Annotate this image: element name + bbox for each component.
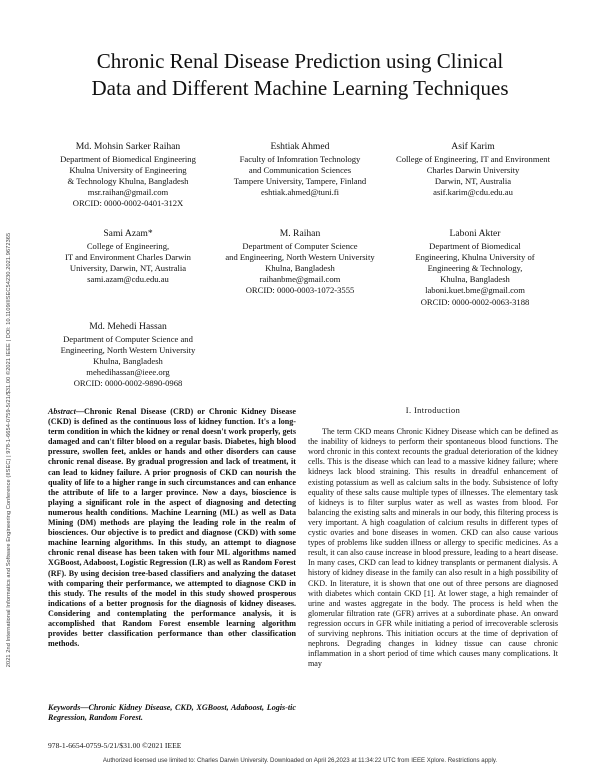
introduction-text: The term CKD means Chronic Kidney Disease which can be defined as the inability of kidneys to perform their spontaneous blood functions. The word chronic in this context recounts the gradual deterioration of the kidney cells. This is the disease which can lead to a massive kidney failure; where kidneys lack blood straining. This results in dreadful enhancement of existing potassium as well as calcium salts in the body. Subsistence of lofty equality of these salts cause multiple types of illnesses. The elementary task of kidneys is to filter surplus water as well as wastes from blood. For balancing the existing salts and minerals in our body, this filtering process is very important. A high coagulation of calcium results in different types of cystic ovaries and bone diseases in women. CKD can also cause various types of problems like sudden illness or allergy to specific medicines. As a result, it can also cause increase in blood pressure, leading to a heart disease. In many cases, CKD can lead to kidney transplants or permanent dialysis. A history of kidney disease in the family can also result in a high possibility of CKD. In literature, it is shown that one out of three persons are diagnosed with diabetes which contain CKD [1]. At lower stage, a high remainder of urine and wastes aggregate in the body. The process is held when the glomerular filtration rate (GFR) arrives at a subordinate phase. An onward regression occurs in GFR while initiating a period of irrecoverable sclerosis of surviving nephrons. This initiation occurs at the time of deprivation of nephrons. Degrading changes in kidney tissue can cause chronic inflammation in a short period of time which causes many complications. It may (308, 427, 558, 669)
paper-title-line-2: Data and Different Machine Learning Techniques (91, 76, 509, 100)
author-affiliation: Department of Biomedical Engineering (60, 153, 196, 164)
author-affiliation: and Engineering, North Western University (225, 251, 375, 262)
isbn-footer: 978-1-6654-0759-5/21/$31.00 ©2021 IEEE (48, 741, 182, 750)
author-orcid: ORCID: 0000-0003-1072-3555 (245, 285, 355, 296)
author-affiliation: Khulna, Bangladesh (440, 274, 510, 285)
author-email[interactable]: sami.azam@cdu.edu.au (87, 274, 169, 285)
author-affiliation: Khulna, Bangladesh (265, 262, 335, 273)
author-affiliation: Engineering & Technology, (427, 262, 523, 273)
author-email[interactable]: eshtiak.ahmed@tuni.fi (260, 187, 340, 198)
author-name: Asif Karim (451, 141, 495, 152)
license-footer: Authorized licensed use limited to: Charles Darwin University. Downloaded on April 26,2023 at 11:34:22 UTC from IEEE Xplore. Restrictions apply. (102, 757, 498, 764)
abstract-label: Abstract (48, 407, 76, 416)
left-column (48, 407, 296, 723)
conference-sidebar (2, 170, 16, 730)
author-name: Md. Mohsin Sarker Raihan (75, 141, 181, 152)
author-name: M. Raihan (279, 228, 321, 239)
author-akter (395, 228, 555, 308)
author-affiliation: Charles Darwin University (426, 164, 520, 175)
author-orcid: ORCID: 0000-0002-9890-0968 (73, 378, 183, 389)
author-affiliation: Khulna, Bangladesh (93, 355, 163, 366)
author-affiliation: Darwin, NT, Australia (434, 175, 512, 186)
abstract (48, 407, 296, 649)
author-azam (43, 228, 213, 285)
keywords (48, 703, 296, 723)
author-email[interactable]: laboni.kuet.bme@gmail.com (425, 285, 525, 296)
author-orcid: ORCID: 0000-0002-0401-312X (72, 198, 184, 209)
author-affiliation: IT and Environment Charles Darwin (65, 251, 191, 262)
author-email[interactable]: asif.karim@cdu.edu.au (433, 187, 513, 198)
author-affiliation: University, Darwin, NT, Australia (69, 262, 187, 273)
author-orcid: ORCID: 0000-0002-0063-3188 (420, 296, 530, 307)
author-affiliation: College of Engineering, IT and Environment (395, 153, 550, 164)
right-column (308, 406, 558, 669)
author-raihan (43, 141, 213, 210)
author-affiliation: Khulna University of Engineering (69, 164, 187, 175)
author-affiliation: Department of Computer Science and (63, 333, 193, 344)
introduction-heading: I. Introduction (405, 406, 461, 415)
author-name: Eshtiak Ahmed (270, 141, 330, 152)
author-affiliation: College of Engineering, (86, 240, 170, 251)
keywords-text: —Chronic Kidney Disease, CKD, XGBoost, Adaboost, Logis-tic Regression, Random Forest. (48, 703, 296, 723)
author-affiliation: & Technology Khulna, Bangladesh (67, 175, 189, 186)
abstract-text: —Chronic Renal Disease (CRD) or Chronic Kidney Disease (CKD) is defined as the continuous loss of kidney function. It's a long-term condition in which the kidney or renal doesn't work properly, gets damaged and can't filter blood on a regular basis. Diabetes, high blood pressure, swollen feet, ankles or hands and other disorders can cause chronic renal disease. By gradual progression and lack of treatment, it can lead to kidney failure. A prior prognosis of CKD can nourish the quality of life to a higher range in such circumstances and can enhance the attribute of life to a larger province. Now a days, bioscience is playing a significant role in the aspect of diagnosing and detecting numerous health conditions. Machine Learning (ML) as well as Data Mining (DM) methods are playing the leading role in the realm of biosciences. Our objective is to predict and diagnose (CKD) with some machine learning algorithms. In this study, an attempt to diagnose chronic renal disease has been taken with four ML algorithms named XGBoost, Adaboost, Logistic Regression (LR) as well as Random Forest (RF). By using decision tree-based classifiers and analyzing the dataset with comparing their performance, we attempted to diagnose CKD in this study. The results of the model in this study showed prosperous indications of a better prognosis for the diagnosis of kidney diseases. Considering and contemplating the performance analysis, it is accomplished that Random Forest ensemble learning algorithm provides better classification performance than other classification methods. (48, 407, 296, 649)
author-name: Sami Azam* (103, 228, 153, 239)
author-affiliation: Engineering, North Western University (60, 344, 196, 355)
author-affiliation: Faculty of Infomration Technology (239, 153, 361, 164)
author-name: Md. Mehedi Hassan (89, 321, 167, 332)
conference-sidebar-text: 2021 2nd International Informatics and Software Engineering Conference (IISEC) | 978-1-6654-0759-5/21/$31.00 ©2021 IEEE | DOI: 10.1109/IISEC54230.2021.9672365 (6, 232, 13, 668)
paper-title-line-1: Chronic Renal Disease Prediction using Clinical (96, 49, 504, 73)
author-email[interactable]: raihanbme@gmail.com (259, 274, 341, 285)
author-hassan (43, 321, 213, 390)
author-name: Laboni Akter (449, 228, 501, 239)
keywords-label: Keywords (48, 703, 81, 713)
author-email[interactable]: msr.raihan@gmail.com (87, 187, 169, 198)
author-affiliation: Department of Computer Science (242, 240, 358, 251)
author-ahmed (210, 141, 390, 198)
author-karim (388, 141, 558, 198)
author-m-raihan (210, 228, 390, 297)
author-email[interactable]: mehedihassan@ieee.org (86, 367, 170, 378)
author-affiliation: Engineering, Khulna University of (415, 251, 535, 262)
author-affiliation: Tampere University, Tampere, Finland (233, 175, 367, 186)
paper-title (40, 48, 560, 102)
author-affiliation: Department of Biomedical (429, 240, 521, 251)
author-affiliation: and Communication Sciences (248, 164, 352, 175)
